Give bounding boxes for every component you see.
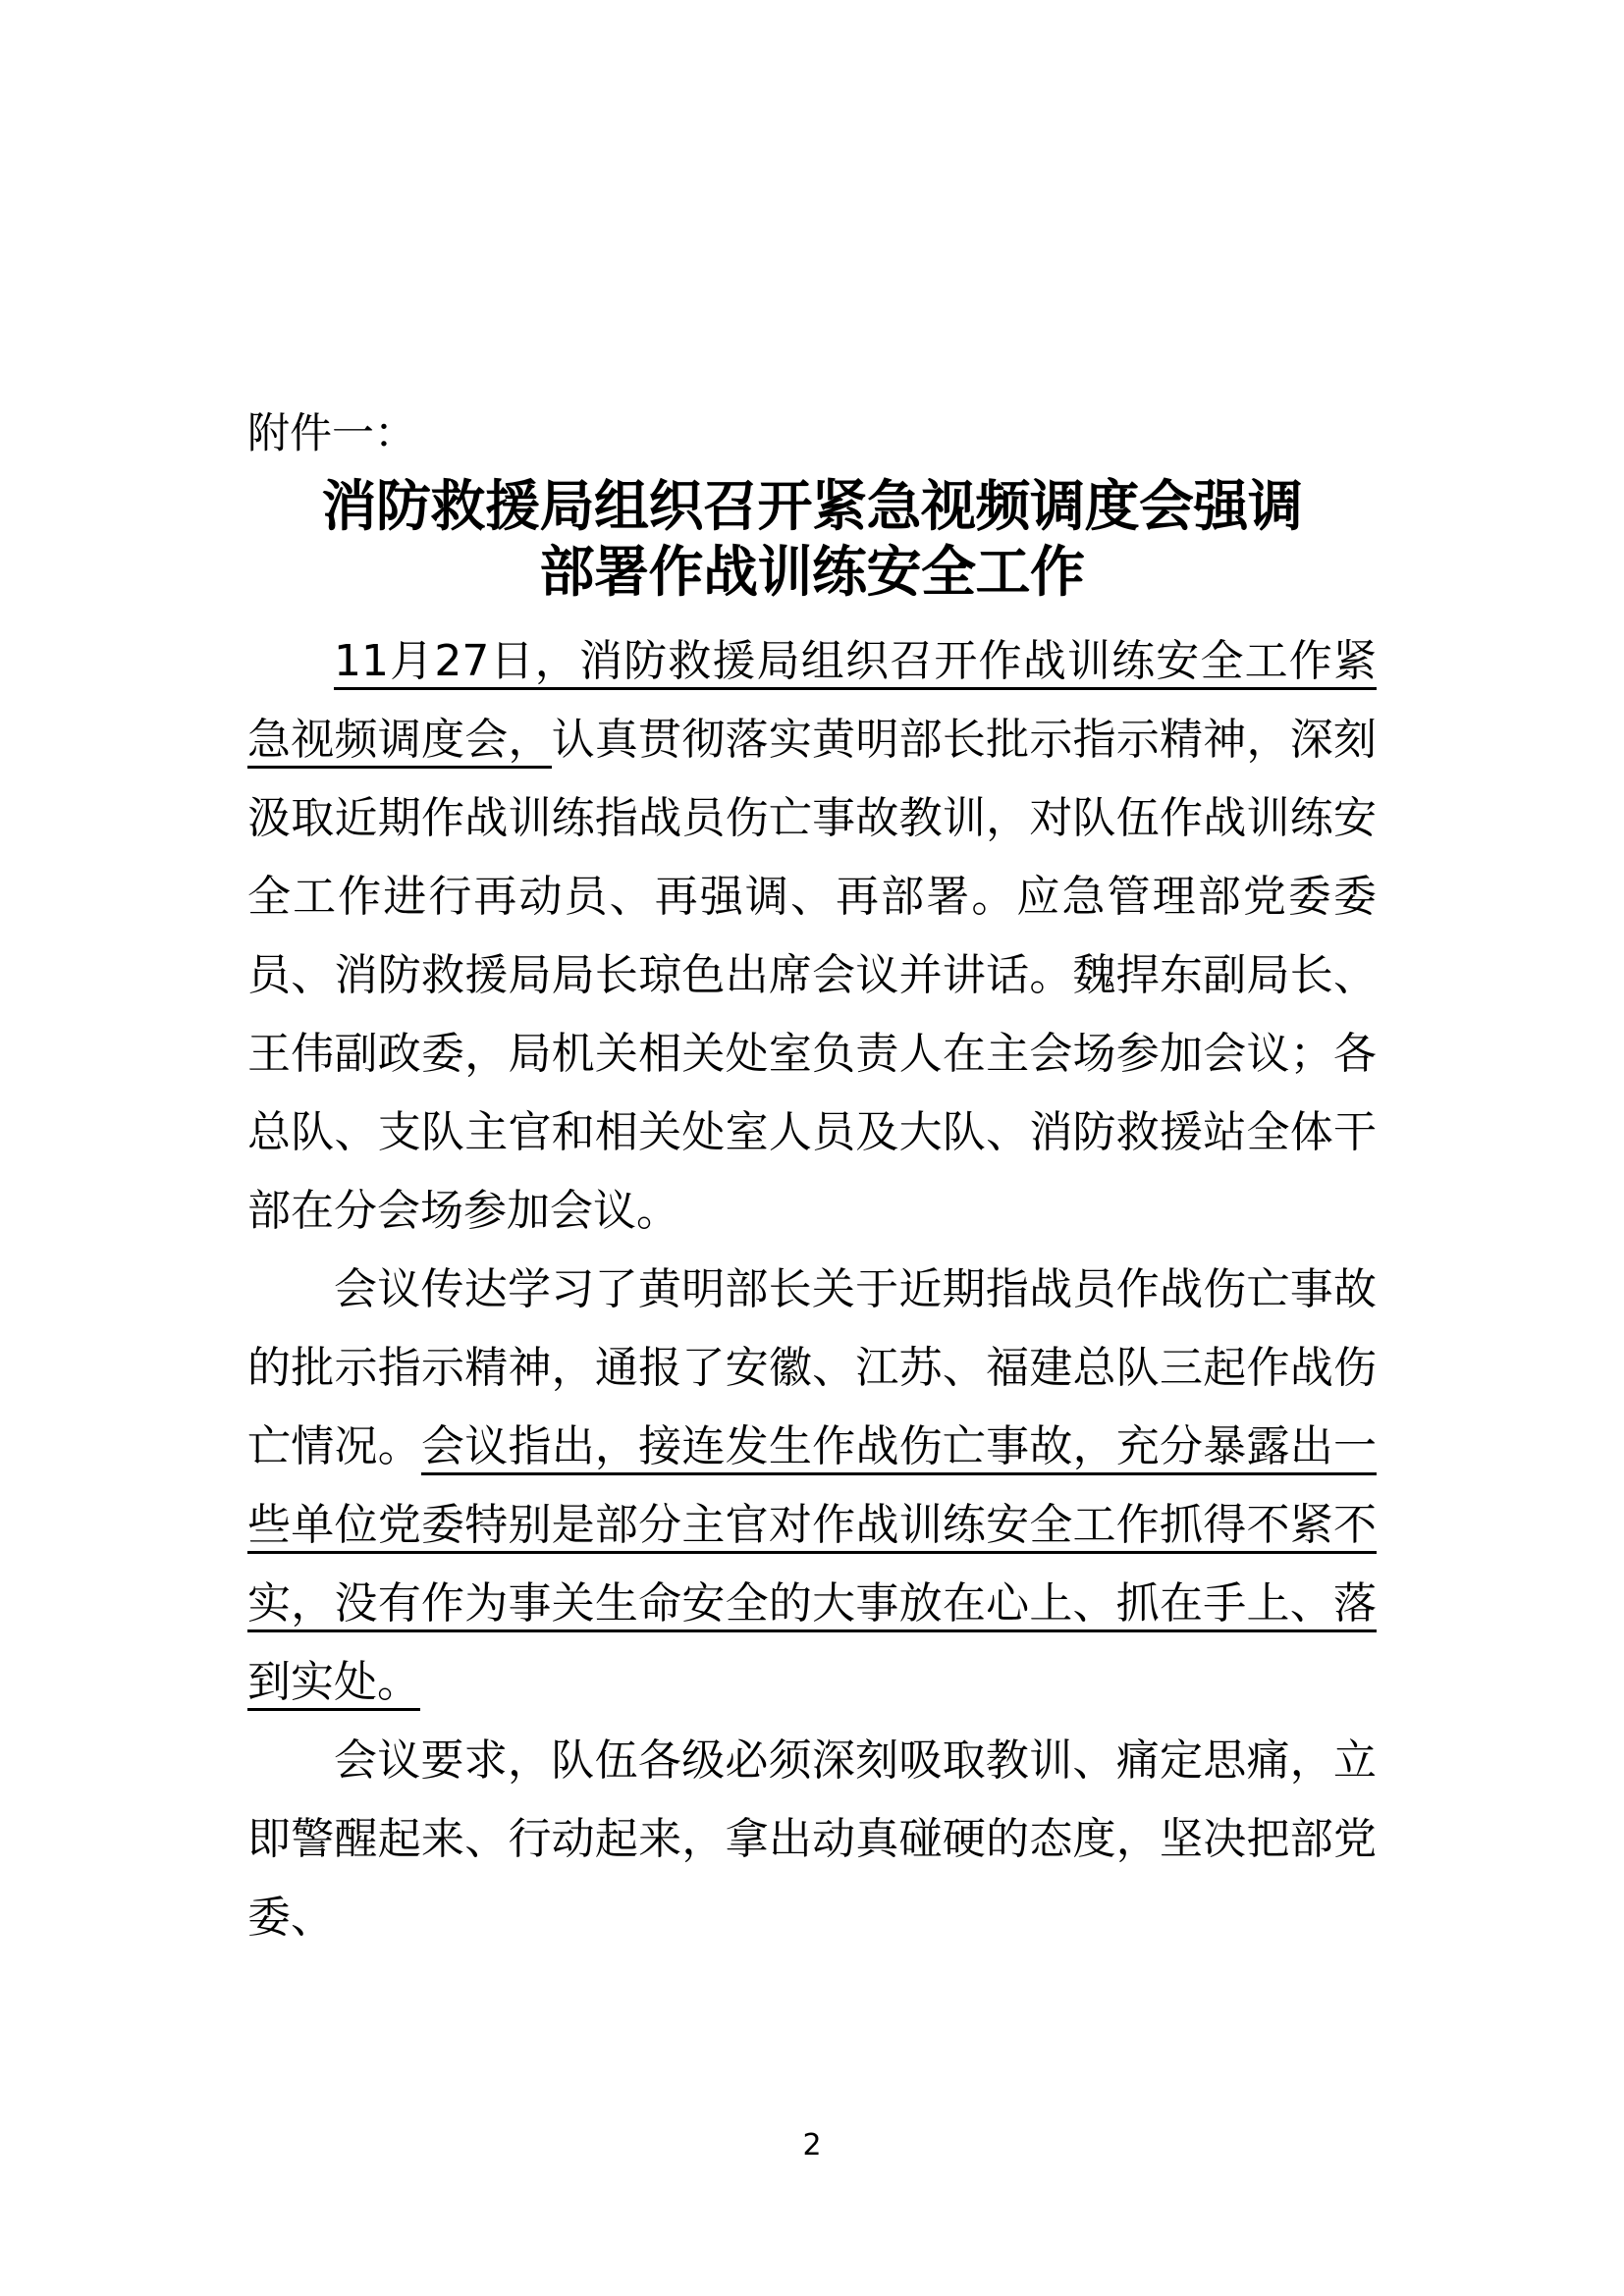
document-body <box>247 622 1377 1957</box>
page-content <box>247 0 1377 1957</box>
attachment-label: 附件一： <box>247 409 416 458</box>
document-title <box>247 474 1377 606</box>
text-run: 会议传达学习了黄明部长关于近期指战员作战伤亡事故的批示指示精神，通报了安徽、江苏、福建总队三起作战伤亡情况。 <box>247 1263 1377 1471</box>
text-run: 认真贯彻落实黄明部长批示指示精神，深刻汲取近期作战训练指战员伤亡事故教训，对队伍作战训练安全工作进行再动员、再强调、再部署。应急管理部党委委员、消防救援局局长琼色出席会议并讲话。魏捍东副局长、王伟副政委，局机关相关处室负责人在主会场参加会议；各总队、支队主官和相关处室人员及大队、消防救援站全体干部在分会场参加会议。 <box>247 714 1378 1236</box>
text-run: 会议要求，队伍各级必须深刻吸取教训、痛定思痛，立即警醒起来、行动起来，拿出动真碰硬的态度，坚决把部党委、 <box>247 1735 1377 1943</box>
underlined-text-run: 会议指出，接连发生作战伤亡事故，充分暴露出一些单位党委特别是部分主官对作战训练安全工作抓得不紧不实，没有作为事关生命安全的大事放在心上、抓在手上、落到实处。 <box>247 1421 1377 1711</box>
body-paragraph <box>247 622 1377 1251</box>
document-title-line-2: 部署作战训练安全工作 <box>539 541 1085 606</box>
page-number: 2 <box>802 2128 822 2163</box>
underlined-text-run: 11月27日，消防救援局组织召开作战训练安全工作紧急视频调度会， <box>247 636 1377 769</box>
body-paragraph <box>247 1251 1377 1722</box>
document-title-line-1: 消防救援局组织召开紧急视频调度会强调 <box>321 475 1303 540</box>
body-paragraph <box>247 1722 1377 1957</box>
